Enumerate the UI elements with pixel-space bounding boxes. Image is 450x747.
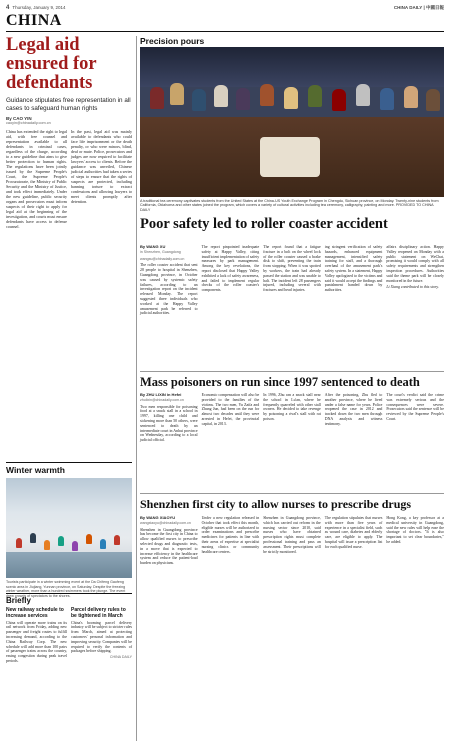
person-figure xyxy=(308,85,322,107)
person-figure xyxy=(426,89,440,111)
story3-body xyxy=(140,516,444,566)
story2-col-5: The court's verdict said the crime was extremely serious and the consequences were severe. Prosecutors said the sentence will be reviewed by the Supreme People's Court. xyxy=(386,393,444,421)
column-divider xyxy=(136,36,137,741)
section-title: CHINA xyxy=(6,12,62,29)
person-figure xyxy=(260,84,274,106)
story2-email[interactable]: zhulixin@chinadaily.com.cn xyxy=(140,397,184,402)
winter-swimming-photo[interactable] xyxy=(6,478,132,578)
story1-place: in Shenzhen, Guangdong xyxy=(140,249,181,254)
person-figure xyxy=(236,88,250,110)
precision-caption: A traditional tea ceremony captivates students from the United States at the China-US Youth Exchange Program in Chengdu, Sichuan province, on Monday. Twenty-nine students from California, Oklahoma and other states joined the program, which covers a variety of cultural activities including tea ceremony, calligraphy, painting and more. PROVIDED TO CHINA DAILY xyxy=(140,199,439,212)
story3-col-5: Hong Kong, a key professor at a medical university in Guangdong, said the new rules will help ease the shortage of doctors. "It is also important to set clear boundaries," he added. xyxy=(386,516,444,544)
story2-byline: By ZHU LIXIN in Hefei xyxy=(140,392,182,397)
briefly-item[interactable] xyxy=(6,608,67,664)
story1-email[interactable]: wangxu@chinadaily.com.cn xyxy=(140,256,185,261)
story3-col-2: Under a new regulation released in October that took effect this month, eligible nurses will be authorized to order examinations and prescribe medicines for patients in line with their areas of expertise at specialist nursing clinics or community healthcare centers. xyxy=(201,516,260,554)
lead-deck: Guidance stipulates free representation in all cases to safeguard human rights xyxy=(6,97,131,112)
story2-col-1 xyxy=(140,393,198,443)
story1-col-3: The report found that a fatigue fracture in a bolt on the wheel lock of the roller coaster caused a brake disk to shift, preventing the train from stopping. When it was spotted by workers, the train had already passed the station and was unable to halt. The incident left 28 passengers injured, including several with fractures and head injuries. xyxy=(263,245,321,293)
page-header xyxy=(6,4,444,13)
person-figure xyxy=(214,85,228,107)
swimmer-figure xyxy=(72,541,78,551)
person-figure xyxy=(404,86,418,108)
story1-byline: By WANG XU xyxy=(140,244,166,249)
story1-col-5 xyxy=(386,245,444,316)
lead-headline[interactable]: Legal aid ensured for defendants xyxy=(6,35,97,93)
story2-text: Two men responsible for poisoning food at a snack stall in a school in 1997, killing one child and sickening more than 50 others, were sentenced to death by an intermediate court in Anhui province on Wednesday, according to a local judicial official. xyxy=(140,404,198,443)
story3-col-4: The regulation stipulates that nurses with more than five years of experience in a specialist field, such as wound care, diabetes and elderly care, are eligible to apply. The hospital will issue a prescription list for each qualified nurse. xyxy=(324,516,383,549)
story2-headline[interactable]: Mass poisoners on run since 1997 sentenced to death xyxy=(140,375,420,389)
lead-col-1: China has extended the right to legal aid, with free counsel and representation available to all defendants in criminal cases, regardless of the charge, according to a new guideline that aims to give better protection to human rights. The regulations have been jointly issued by the Supreme People's Court, the Supreme People's Procuratorate, the Ministry of Public Security and the Ministry of Justice, and took effect immediately. Under the new guideline, public security organs and prosecutors must inform suspects of their right to apply for legal aid at the beginning of the investigation, and courts must ensure defendants have access to defense counsel. xyxy=(6,129,67,229)
lead-email[interactable]: caoyin@chinadaily.com.cn xyxy=(6,121,51,125)
briefly-headline: New railway schedule to increase services xyxy=(6,607,64,619)
swimmer-figure xyxy=(44,540,50,550)
story1-col-4: ing stringent verification of safety hazards, enhanced equipment management, intensified safety training for staff, and a thorough overhaul of the amusement park's safety system. In a statement, Happy Valley apologized to the victims and said it would accept the findings and punishment handed down by authorities. xyxy=(324,245,383,293)
story1-text: The roller coaster accident that sent 28 people to hospital in Shenzhen, Guangdong province, in October was caused by systemic safety failures, according to an investigation report on the incident released Monday. The report suggested three individuals who worked at the Happy Valley amusement park be referred to judicial authorities. xyxy=(140,263,198,316)
page-number-date: 4 Thursday, January 9, 2014 xyxy=(6,5,66,11)
story1-body xyxy=(140,245,444,316)
briefly-body: China's booming parcel delivery industry will be subject to stricter rules from March, aimed at protecting customers' personal information and improving security. Companies will be required to verify the contents of packages before shipping. xyxy=(71,620,132,654)
winter-caption: Tourists participate in a winter swimming event at the Da Chifeng Gaofeng scenic area in Jiujiang, Yunnan province, on Saturday. Despite the freezing winter weather, more than a hundred swimmers took the plunge. The event drew crowds of spectators to the shores. xyxy=(6,580,126,598)
swimmer-figure xyxy=(86,534,92,544)
story2-col-4: After the poisoning, Zhu fled to another province, where he lived under a false name for years. Police reopened the case in 2012 and tracked down the two men through DNA analysis and witness testimony. xyxy=(324,393,383,426)
story2-col-3: In 1996, Zhu ran a snack stall near the school in Lu'an, where he frequently quarreled with other stall owners. He decided to take revenge by poisoning a rival's stall with rat poison. xyxy=(263,393,321,421)
story3-headline[interactable]: Shenzhen first city to allow nurses to prescribe drugs xyxy=(140,497,412,511)
winter-warmth-feature xyxy=(6,462,132,598)
story1-headline[interactable]: Poor safety led to roller coaster accident xyxy=(140,216,388,232)
story2-rule xyxy=(140,371,444,372)
story1-col-2: The report pinpointed inadequate safety at Happy Valley, citing insufficient implementation of safety measures by park management. Among the key revelations, the report disclosed that Happy Valley exhibited a lack of safety awareness, and failed to implement regular checks of the roller coaster's components. xyxy=(201,245,260,293)
person-figure xyxy=(356,84,370,106)
lead-story xyxy=(6,36,132,229)
photo-background xyxy=(140,47,444,87)
story2-body xyxy=(140,393,444,443)
briefly-headline: Parcel delivery rules to be tightened in March xyxy=(71,607,126,619)
briefly-source: CHINA DAILY xyxy=(109,655,132,660)
person-figure xyxy=(380,88,394,110)
person-figure xyxy=(284,87,298,109)
person-figure xyxy=(332,89,346,111)
story3-rule xyxy=(140,493,444,494)
story1-col-1 xyxy=(140,245,198,316)
tea-set xyxy=(260,137,320,177)
story3-byline: By WANG XIAOYU xyxy=(140,515,176,520)
story3-text: Shenzhen in Guangdong province has become the first city in China to allow qualified nurses to prescribe selected drugs and diagnostic tests, in a move that is expected to increase efficiency in the healthcare system and reduce the patient-load burden on physicians. xyxy=(140,527,198,566)
briefly-title: Briefly xyxy=(6,593,132,605)
swimmer-figure xyxy=(114,535,120,545)
tea-ceremony-photo[interactable] xyxy=(140,47,444,197)
story3-col-1 xyxy=(140,516,198,566)
swimmer-figure xyxy=(30,533,36,543)
story2-col-2: Economic compensation will also be provided to the families of the victims. The two men, Yu Zaifa and Zhang Jun, had been on the run for almost two decades until they were arrested in Hefei, the provincial capital, in 2013. xyxy=(201,393,260,426)
water-surface xyxy=(6,552,132,578)
winter-title: Winter warmth xyxy=(6,462,132,475)
person-figure xyxy=(170,83,184,105)
person-figure xyxy=(150,87,164,109)
swimmer-figure xyxy=(100,539,106,549)
story1-text: affairs disciplinary action. Happy Valley reopened on Monday with a public statement on WeChat, promising it would comply with all safety requirements and strengthen inspection procedures. Authorities said the theme park will be closely monitored in the future. xyxy=(386,245,444,283)
story3-col-3: Shenzhen in Guangdong province, which has carried out reform in the nursing sector since 2010, said nurses who have obtained prescription rights must complete professional training and pass an assessment. Their prescriptions will be strictly monitored. xyxy=(263,516,321,554)
swimmer-figure xyxy=(58,536,64,546)
lead-col-2: In the past, legal aid was mainly available to defendants who could face life imprisonment or the death penalty, or who were minors, blind, deaf or mute. Police, prosecutors and judges are now required to facilitate lawyers' access to clients. Before the guidance was unveiled, Chinese judicial authorities had taken a series of steps to ensure that the rights of suspects are protected, including banning torture to extract confessions and allowing lawyers to meet clients promptly after detention. xyxy=(71,129,132,204)
briefly-section xyxy=(6,593,132,664)
swimmer-figure xyxy=(16,538,22,548)
briefly-item[interactable] xyxy=(71,608,132,664)
precision-title: Precision pours xyxy=(140,36,205,46)
lead-byline: By CAO YIN xyxy=(6,116,32,121)
story1-contributor: Li Xiang contributed to this story. xyxy=(386,285,439,290)
lead-body xyxy=(6,129,132,229)
newspaper-brand: CHINA DAILY | 中國日報 xyxy=(393,5,444,10)
person-figure xyxy=(192,89,206,111)
story3-email[interactable]: wangxiaoyu@chinadaily.com.cn xyxy=(140,520,191,525)
section-rule xyxy=(6,31,444,32)
briefly-body: China will operate more trains on its rail network from Friday, adding new passenger and freight routes to fulfill increasing demand, according to the China Railway Corp. The new schedule will add more than 100 pairs of passenger trains across the country, easing congestion during peak travel periods. xyxy=(6,620,67,663)
